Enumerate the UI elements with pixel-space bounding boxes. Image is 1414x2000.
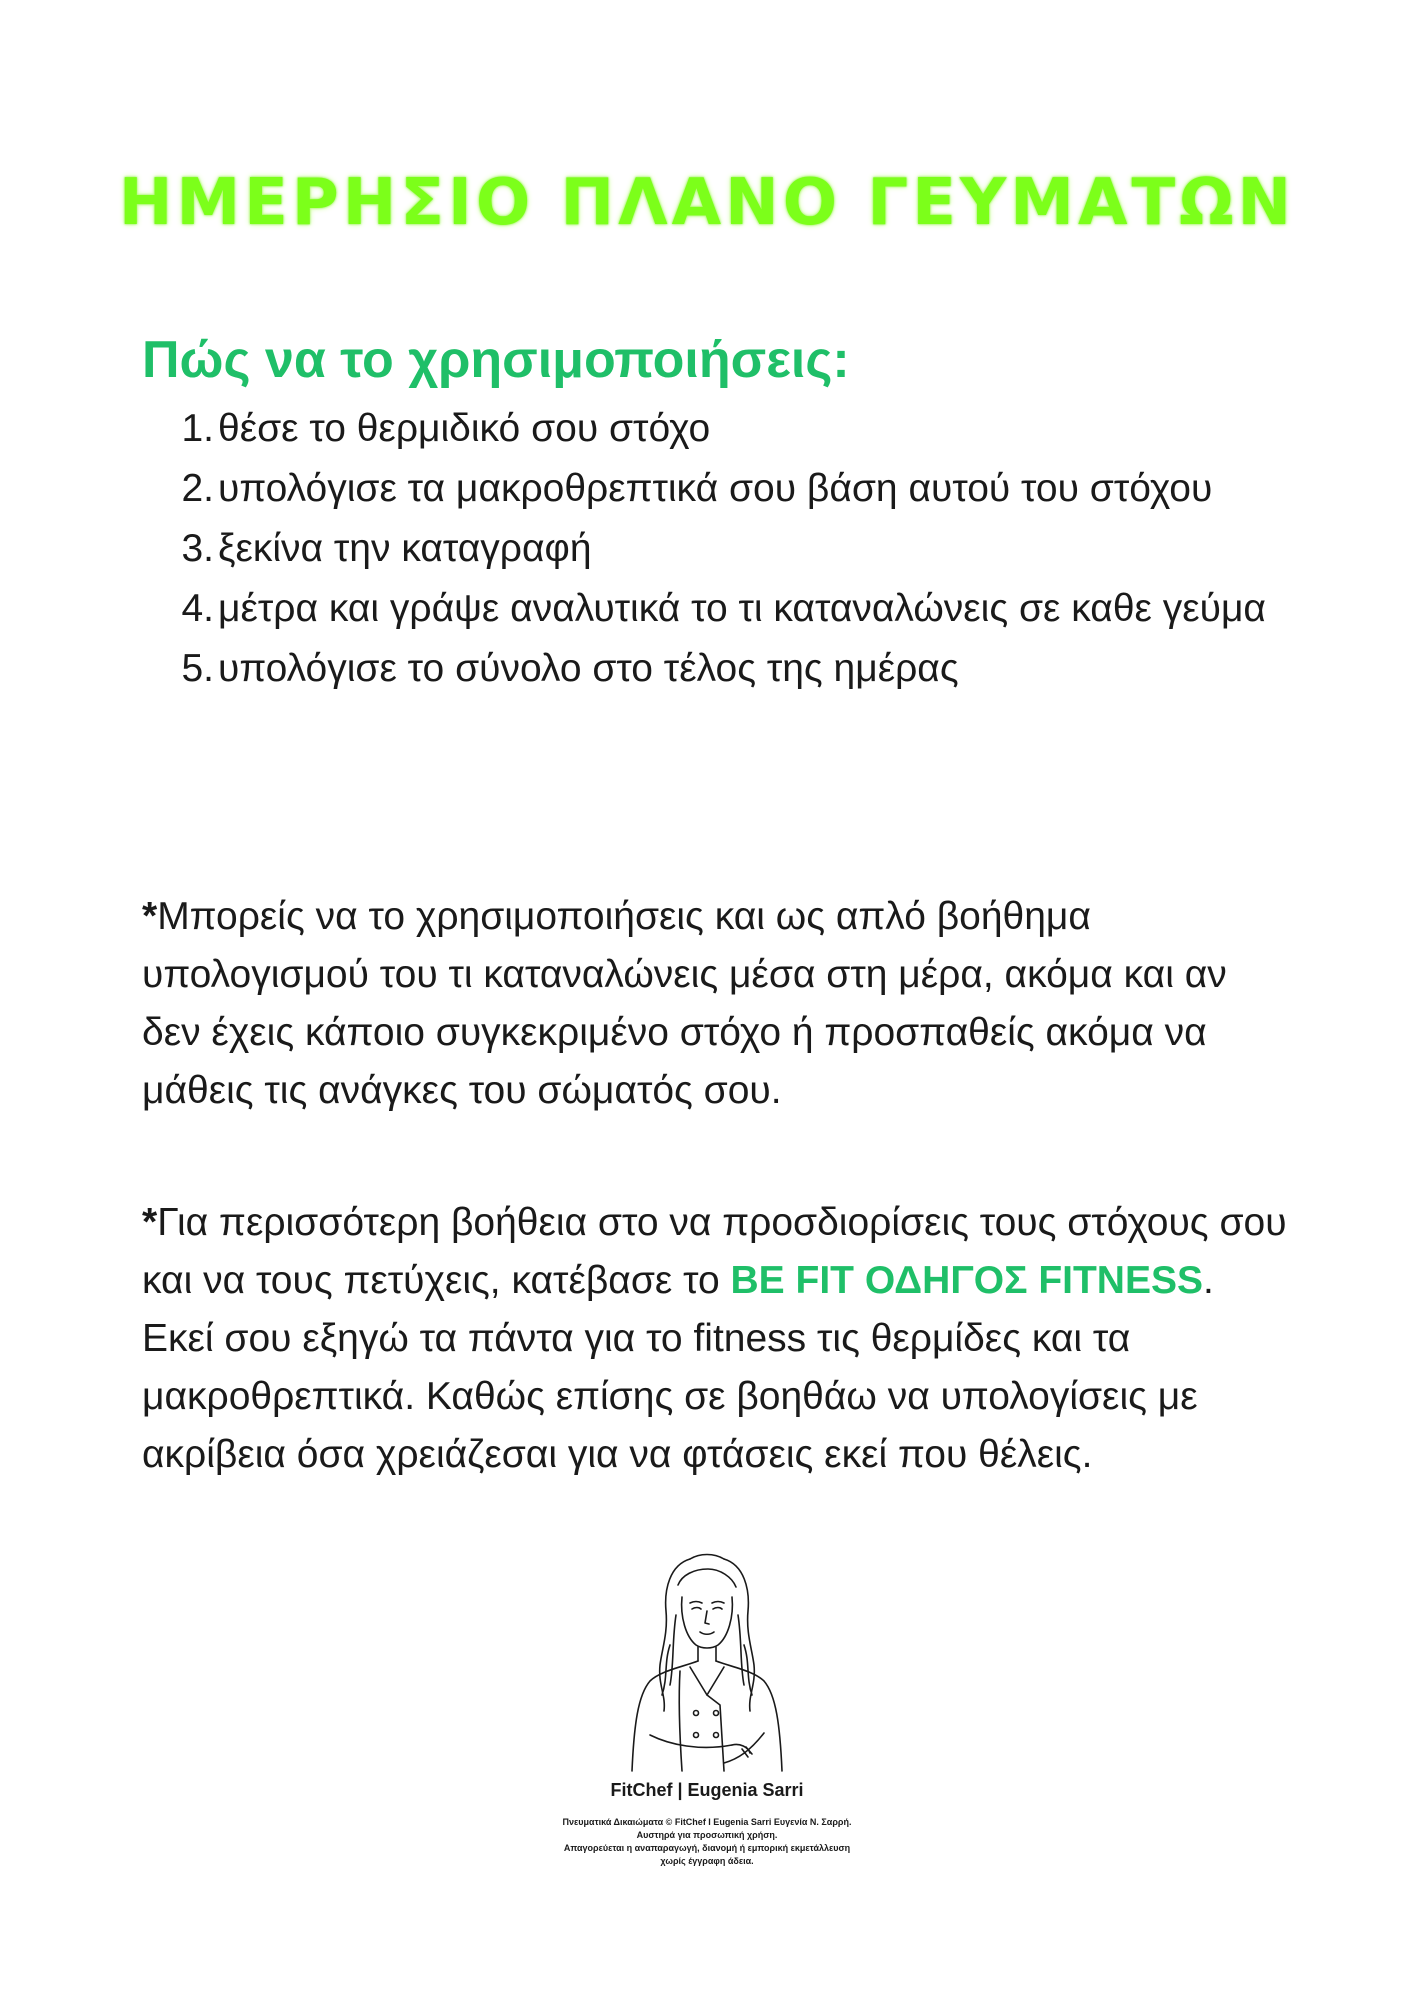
note-simple-use [142, 888, 1292, 1120]
step-number: 4. [181, 587, 214, 630]
chef-illustration [620, 1545, 794, 1773]
copyright-notice [0, 1816, 1414, 1868]
guide-name-highlight: BE FIT ΟΔΗΓΟΣ FITNESS [730, 1259, 1204, 1302]
copyright-line: Αυστηρά για προσωπική χρήση. [636, 1830, 778, 1840]
list-item [142, 400, 1292, 458]
page-title: ΗΜΕΡΗΣΙΟ ΠΛΑΝΟ ΓΕΥΜΑΤΩΝ [118, 166, 1296, 240]
copyright-line: Πνευματικά Δικαιώματα © FitChef I Eugenia Sarri Ευγενία Ν. Σαρρή. [562, 1817, 852, 1827]
step-number: 3. [181, 527, 214, 570]
step-number: 1. [181, 407, 214, 450]
note-asterisk: * [142, 1201, 158, 1244]
list-item [142, 460, 1292, 518]
list-item [142, 580, 1292, 638]
list-item [142, 520, 1292, 578]
copyright-line: Απαγορεύεται η αναπαραγωγή, διανομή ή εμπορική εκμετάλλευση [563, 1843, 851, 1853]
howto-heading: Πώς να το χρησιμοποιήσεις: [142, 331, 850, 389]
note-text-before: Για περισσότερη βοήθεια στο να προσδιορίσεις τους στόχους σου και να τους πετύχεις, κατέβασε το [142, 1201, 1287, 1302]
brand-name: FitChef | Eugenia Sarri [610, 1780, 804, 1800]
step-text: μέτρα και γράψε αναλυτικά το τι καταναλώνεις σε καθε γεύμα [218, 587, 1266, 630]
step-number: 5. [181, 647, 214, 690]
step-number: 2. [181, 467, 214, 510]
list-item [142, 640, 1292, 698]
steps-list [142, 400, 1292, 700]
step-text: υπολόγισε τα μακροθρεπτικά σου βάση αυτού του στόχου [218, 467, 1213, 510]
copyright-line: χωρίς έγγραφη άδεια. [660, 1856, 754, 1866]
note-guide [142, 1194, 1292, 1484]
note-asterisk: * [142, 895, 158, 938]
note-text-after: . Εκεί σου εξηγώ τα πάντα για το fitness τις θερμίδες και τα μακροθρεπτικά. Καθώς επίσης σε βοηθάω να υπολογίσεις με ακρίβεια όσα χρειάζεσαι για να φτάσεις εκεί που θέλεις. [142, 1259, 1214, 1476]
note-text: Μπορείς να το χρησιμοποιήσεις και ως απλό βοήθημα υπολογισμού του τι καταναλώνεις μέσα στη μέρα, ακόμα και αν δεν έχεις κάποιο συγκεκριμένο στόχο ή προσπαθείς ακόμα να μάθεις τις ανάγκες του σώματός σου. [142, 895, 1227, 1112]
step-text: υπολόγισε το σύνολο στο τέλος της ημέρας [218, 647, 959, 690]
step-text: θέσε το θερμιδικό σου στόχο [218, 407, 711, 450]
step-text: ξεκίνα την καταγραφή [218, 527, 592, 570]
